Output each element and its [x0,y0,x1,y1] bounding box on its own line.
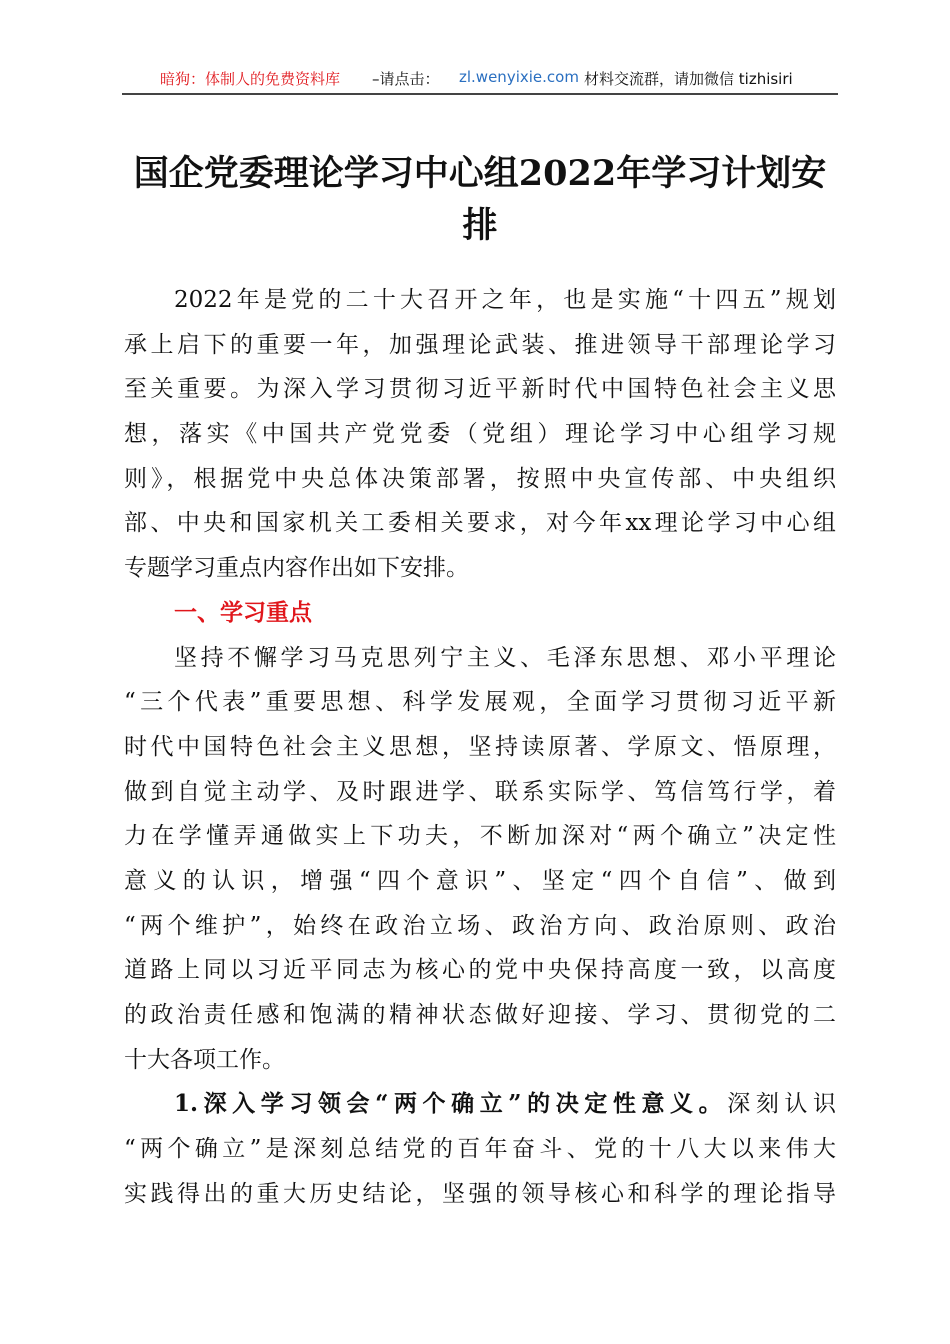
document-title [122,148,838,252]
text-line: 坚持不懈学习马克思列宁主义、毛泽东思想、邓小平理论 [174,644,836,671]
header-divider [122,93,838,95]
document-body [124,278,836,1216]
text-line: 实践得出的重大历史结论，坚强的领导核心和科学的理论指导 [124,1180,836,1207]
header-link[interactable]: zl.wenyixie.com [459,68,579,86]
text-line: 做到自觉主动学、及时跟进学、联系实际学、笃信笃行学，着 [124,778,836,805]
text-line: 至关重要。为深入学习贯彻习近平新时代中国特色社会主义思 [124,376,836,403]
item-1-title: 1.深入学习领会“两个确立”的决定性意义。 [174,1090,728,1118]
text-line: 道路上同以习近平同志为核心的党中央保持高度一致，以高度 [124,957,836,984]
header-click-label: –请点击： [372,70,440,88]
paragraph-item-1 [124,1127,836,1216]
header-wechat: 材料交流群，请加微信 tizhisiri [584,70,793,88]
text-line: “两个维护”，始终在政治立场、政治方向、政治原则、政治 [124,912,836,939]
text-line: 十大各项工作。 [124,1046,285,1073]
text-line: 则》，根据党中央总体决策部署，按照中央宣传部、中央组织 [124,465,836,492]
text-line: 时代中国特色社会主义思想，坚持读原著、学原文、悟原理， [124,733,836,760]
item-1-text: 深刻认识 [727,1091,836,1118]
page-header [122,68,838,92]
text-line: 意义的认识，增强“四个意识”、坚定“四个自信”、做到 [124,867,836,894]
title-line: 国企党委理论学习中心组2022年学习计划安 [133,153,827,194]
text-line: 力在学懂弄通做实上下功夫，不断加深对“两个确立”决定性 [124,823,836,850]
text-line: 承上启下的重要一年，加强理论武装、推进领导干部理论学习 [124,331,836,358]
header-promo: 暗狗：体制人的免费资料库 [160,70,341,88]
text-line: 部、中央和国家机关工委相关要求，对今年xx理论学习中心组 [124,510,836,537]
section-heading: 一、学习重点 [174,599,312,626]
paragraph-focus [124,636,836,1083]
title-line: 排 [462,205,498,246]
text-line: 2022年是党的二十大召开之年，也是实施“十四五”规划 [174,287,836,313]
item-1-first-line [124,1082,836,1127]
text-line: 想，落实《中国共产党党委（党组）理论学习中心组学习规 [124,421,836,448]
text-line: 专题学习重点内容作出如下安排。 [124,555,469,582]
text-line: “三个代表”重要思想、科学发展观，全面学习贯彻习近平新 [124,689,836,716]
text-line: “两个确立”是深刻总结党的百年奋斗、党的十八大以来伟大 [124,1136,836,1163]
text-line: 的政治责任感和饱满的精神状态做好迎接、学习、贯彻党的二 [124,1002,836,1028]
paragraph-intro [124,278,836,591]
